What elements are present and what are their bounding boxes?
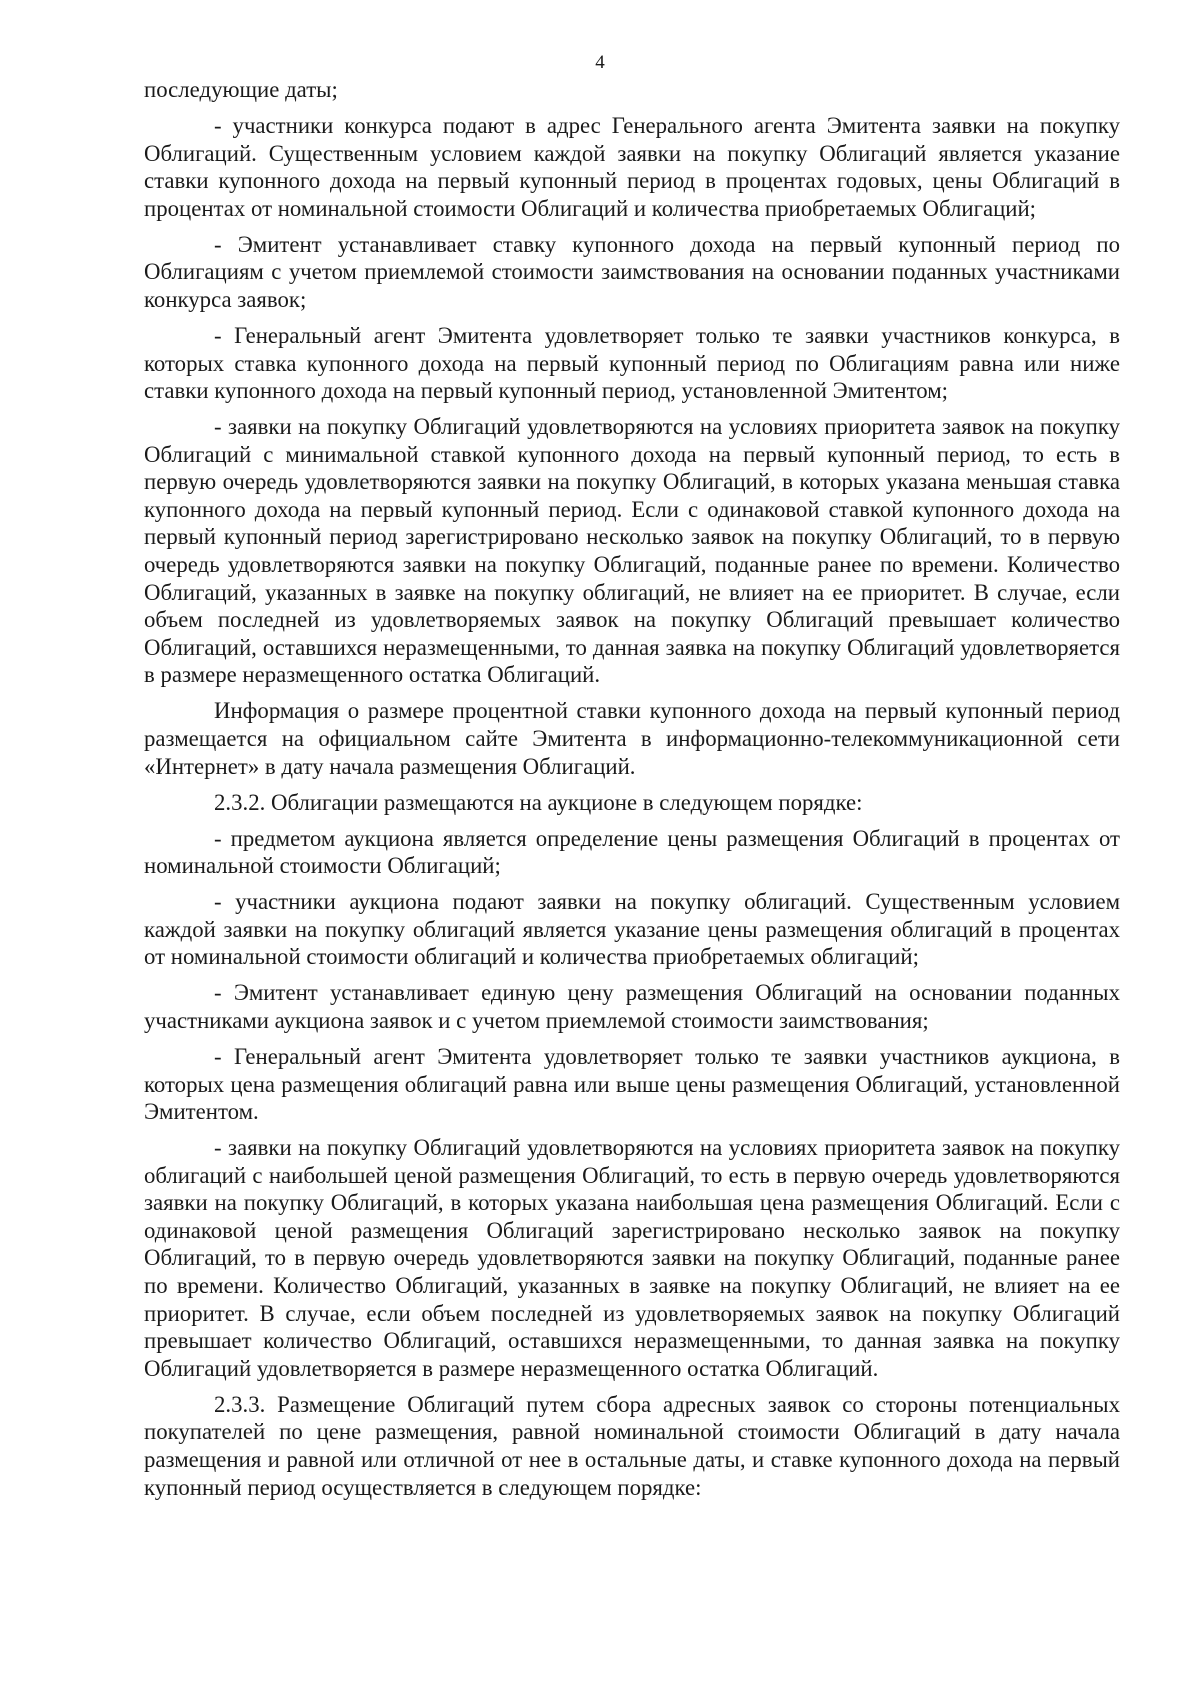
paragraph-contest-priority: - заявки на покупку Облигаций удовлетворяются на условиях приоритета заявок на покупку Облигаций с минимальной ставкой купонного дохода на первый купонный период, то есть в первую очередь удовлетворяются заявки на покупку Облигаций, в которых указана меньшая ставка купонного дохода на первый купонный период. Если с одинаковой ставкой купонного дохода на первый купонный период зарегистрировано несколько заявок на покупку Облигаций, то в первую очередь удовлетворяются заявки на покупку Облигаций, поданные ранее по времени. Количество Облигаций, указанных в заявке на покупку облигаций, не влияет на ее приоритет. В случае, если объем последней из удовлетворяемых заявок на покупку Облигаций превышает количество Облигаций, оставшихся неразмещенными, то данная заявка на покупку Облигаций удовлетворяется в размере неразмещенного остатка Облигаций.	[144, 414, 1120, 688]
paragraph-rate-publication: Информация о размере процентной ставки купонного дохода на первый купонный период размещается на официальном сайте Эмитента в информационно-телекоммуникационной сети «Интернет» в дату начала размещения Облигаций.	[144, 698, 1120, 779]
paragraph-section-2-3-2: 2.3.2. Облигации размещаются на аукционе в следующем порядке:	[214, 789, 863, 815]
paragraph-issuer-sets-price: - Эмитент устанавливает единую цену размещения Облигаций на основании поданных участниками аукциона заявок и с учетом приемлемой стоимости заимствования;	[144, 980, 1120, 1033]
paragraph-auction-subject: - предметом аукциона является определение цены размещения Облигаций в процентах от номинальной стоимости Облигаций;	[144, 825, 1120, 879]
page-number: 4	[595, 52, 605, 73]
paragraph-contest-bids: - участники конкурса подают в адрес Генерального агента Эмитента заявки на покупку Облигаций. Существенным условием каждой заявки на покупку Облигаций является указание ставки купонного дохода на первый купонный период в процентах годовых, цены Облигаций в процентах от номинальной стоимости Облигаций и количества приобретаемых Облигаций;	[144, 112, 1120, 221]
paragraph-issuer-sets-rate: - Эмитент устанавливает ставку купонного дохода на первый купонный период по Облигациям с учетом приемлемой стоимости заимствования на основании поданных участниками конкурса заявок;	[144, 231, 1120, 312]
document-body	[144, 76, 1120, 1510]
paragraph-agent-satisfies-auction: - Генеральный агент Эмитента удовлетворяет только те заявки участников аукциона, в которых цена размещения облигаций равна или выше цены размещения Облигаций, установленной Эмитентом.	[144, 1043, 1120, 1125]
paragraph-agent-satisfies-contest: - Генеральный агент Эмитента удовлетворяет только те заявки участников конкурса, в которых ставка купонного дохода на первый купонный период по Облигациям равна или ниже ставки купонного дохода на первый купонный период, установленной Эмитентом;	[144, 322, 1120, 404]
paragraph-auction-priority: - заявки на покупку Облигаций удовлетворяются на условиях приоритета заявок на покупку облигаций с наибольшей ценой размещения Облигаций, то есть в первую очередь удовлетворяются заявки на покупку Облигаций, в которых указана наибольшая цена размещения Облигаций. Если с одинаковой ценой размещения Облигаций зарегистрировано несколько заявок на покупку Облигаций, то в первую очередь удовлетворяются заявки на покупку Облигаций, поданные ранее по времени. Количество Облигаций, указанных в заявке на покупку Облигаций, не влияет на ее приоритет. В случае, если объем последней из удовлетворяемых заявок на покупку Облигаций превышает количество Облигаций, оставшихся неразмещенными, то данная заявка на покупку Облигаций удовлетворяется в размере неразмещенного остатка Облигаций.	[144, 1135, 1120, 1381]
paragraph-section-2-3-3: 2.3.3. Размещение Облигаций путем сбора адресных заявок со стороны потенциальных покупателей по цене размещения, равной номинальной стоимости Облигаций в дату начала размещения и равной или отличной от нее в остальные даты, и ставке купонного дохода на первый купонный период осуществляется в следующем порядке:	[144, 1391, 1120, 1500]
paragraph-auction-bids: - участники аукциона подают заявки на покупку облигаций. Существенным условием каждой заявки на покупку облигаций является указание цены размещения облигаций в процентах от номинальной стоимости облигаций и количества приобретаемых облигаций;	[144, 889, 1120, 970]
paragraph-continuation: последующие даты;	[144, 77, 338, 102]
